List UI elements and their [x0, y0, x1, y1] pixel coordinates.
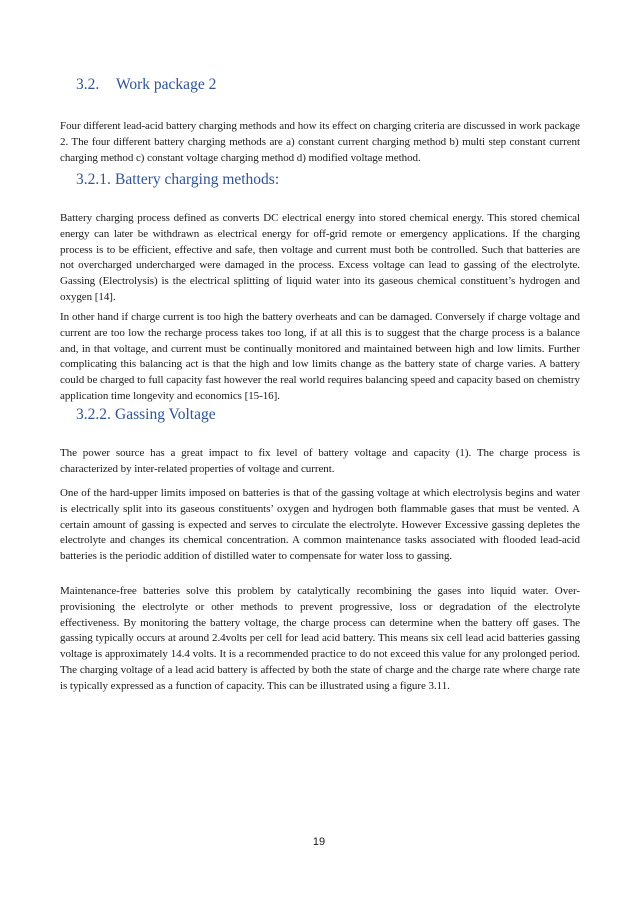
paragraph-work-package-2: Four different lead-acid battery charging methods and how its effect on charging criteria are discussed in work package 2. The four different battery charging methods are a) constant current charging method b) multi step constant current charging method c) constant voltage charging method d) modified voltage method.: [60, 120, 580, 164]
paragraph-gassing-limits: One of the hard-upper limits imposed on batteries is that of the gassing voltage at which electrolysis begins and water is electrically split into its gaseous constituents’ oxygen and hydrogen both flammable gases that must be vented. A certain amount of gassing is expected and serves to circulate the electrolyte. However Excessive gassing depletes the electrolyte and changes its chemical concentration. A common maintenance tasks associated with flooded lead-acid batteries is the periodic addition of distilled water to compensate for water loss to gassing.: [60, 487, 580, 563]
paragraph-charge-current: In other hand if charge current is too high the battery overheats and can be damaged. Conversely if charge voltage and current are too low the recharge process takes too long, if at all this is to suggest that the charge process is a balance and, in that voltage, and current must be continually monitored and maintained between high and low limits. Further complicating this balancing act is that the high and low limits change as the battery state of charge varies. A battery could be charged to full capacity fast however the real world requires balancing speed and capacity based on chemistry application time longevity and economics [15-16].: [60, 311, 580, 402]
section-title: Work package 2: [116, 76, 217, 93]
paragraph-power-source: The power source has a great impact to fix level of battery voltage and capacity (1). The charge process is characterized by inter-related properties of voltage and current.: [60, 447, 580, 475]
section-number: 3.2.: [76, 76, 100, 93]
subsection-number: 3.2.2.: [76, 406, 111, 423]
subsection-title: Battery charging methods:: [115, 171, 280, 188]
paragraph-charging-process: Battery charging process defined as converts DC electrical energy into stored chemical energy. This stored chemical energy can later be withdrawn as electrical energy for off-grid remote or emergency applications. If the charging process is to be efficient, effective and safe, then voltage and current must both be controlled. Such that batteries are not overcharged undercharged were damaged in the process. Excess voltage can lead to gassing of the electrolyte. Gassing (Electrolysis) is the electrical splitting of liquid water into its gaseous chemical constituent’s hydrogen and oxygen [14].: [60, 212, 580, 303]
page-number: 19: [312, 836, 326, 848]
subsection-heading-gassing-voltage: [76, 406, 216, 424]
subsection-heading-battery-charging-methods: [76, 171, 279, 189]
subsection-number: 3.2.1.: [76, 171, 111, 188]
section-heading-work-package-2: [76, 76, 216, 94]
subsection-title: Gassing Voltage: [115, 406, 216, 423]
paragraph-maintenance-free: Maintenance-free batteries solve this problem by catalytically recombining the gases into liquid water. Over-provisioning the electrolyte or other methods to prevent progressive, loss or degradation of the electrolyte effectiveness. By monitoring the battery voltage, the charge process can determine when the battery off gases. The gassing typically occurs at around 2.4volts per cell for lead acid battery. This means six cell lead acid batteries gassing voltage is approximately 14.4 volts. It is a recommended practice to do not exceed this value for any prolonged period. The charging voltage of a lead acid battery is affected by both the state of charge and the charge rate where charge rate is typically expressed as a function of capacity. This can be illustrated using a figure 3.11.: [60, 585, 580, 692]
